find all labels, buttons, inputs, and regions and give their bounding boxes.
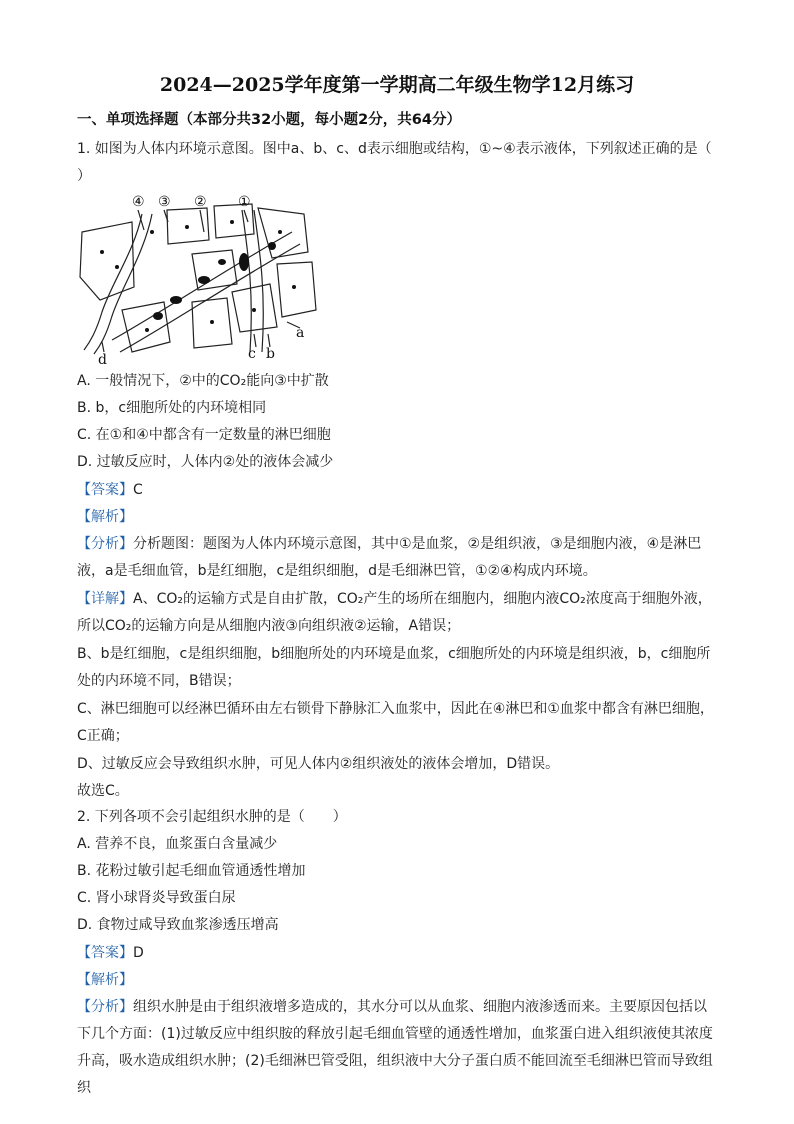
q2-option-d: D. 食物过咸导致血浆渗透压增高	[77, 917, 279, 933]
label-1: ①	[238, 194, 251, 210]
xiangjie-tag: 【详解】	[77, 591, 133, 607]
page-title: 2024—2025学年度第一学期高二年级生物学12月练习	[159, 74, 635, 96]
fenxi-text: 组织水肿是由于组织液增多造成的，其水分可以从血浆、细胞内液渗透而来。主要原因包括以下几个方面：(1)过敏反应中组织胺的释放引起毛细血管壁的通透性增加，血浆蛋白进入组织液使其浓度升高，吸水造成组织水肿；(2)毛细淋巴管受阻，组织液中大分子蛋白质不能回流至毛细淋巴管而导致组织	[77, 999, 713, 1096]
internal-environment-diagram	[72, 192, 322, 370]
q1-xiangjie-d: D、过敏反应会导致组织水肿，可见人体内②组织液处的液体会增加，D错误。	[77, 756, 560, 772]
q1-option-a: A. 一般情况下，②中的CO₂能向③中扩散	[77, 373, 329, 389]
q2-answer	[77, 940, 144, 967]
q2-option-b: B. 花粉过敏引起毛细血管通透性增加	[77, 863, 306, 879]
q2-analysis-tag: 【解析】	[77, 972, 133, 988]
question-2-stem: 2. 下列各项不会引起组织水肿的是（ ）	[77, 809, 347, 825]
fenxi-tag: 【分析】	[77, 999, 133, 1015]
answer-tag: 【答案】	[77, 945, 133, 961]
label-b: b	[266, 346, 275, 362]
q2-fenxi	[77, 994, 717, 1102]
q1-option-d: D. 过敏反应时，人体内②处的液体会减少	[77, 454, 334, 470]
fenxi-tag: 【分析】	[77, 536, 133, 552]
q1-option-b: B. b，c细胞所处的内环境相同	[77, 400, 267, 416]
label-3: ③	[158, 194, 171, 210]
label-4: ④	[132, 194, 145, 210]
answer-value: C	[133, 482, 143, 498]
q1-analysis-tag: 【解析】	[77, 509, 133, 525]
q1-xiangjie-c: C、淋巴细胞可以经淋巴循环由左右锁骨下静脉汇入血浆中，因此在④淋巴和①血浆中都含有淋巴细胞，C正确；	[77, 701, 714, 744]
answer-value: D	[133, 945, 144, 961]
question-1-stem: 1. 如图为人体内环境示意图。图中a、b、c、d表示细胞或结构，①~④表示液体，下列叙述正确的是（ ）	[77, 141, 712, 184]
xiangjie-a-text: A、CO₂的运输方式是自由扩散，CO₂产生的场所在细胞内，细胞内液CO₂浓度高于细胞外液，所以CO₂的运输方向是从细胞内液③向组织液②运输，A错误；	[77, 591, 712, 634]
label-c: c	[248, 346, 256, 362]
q1-option-c: C. 在①和④中都含有一定数量的淋巴细胞	[77, 427, 331, 443]
section-heading: 一、单项选择题（本部分共32小题，每小题2分，共64分）	[77, 112, 461, 128]
label-a: a	[296, 325, 305, 341]
label-2: ②	[194, 194, 207, 210]
fenxi-text: 分析题图：题图为人体内环境示意图，其中①是血浆，②是组织液，③是细胞内液，④是淋巴液，a是毛细血管，b是红细胞，c是组织细胞，d是毛细淋巴管，①②④构成内环境。	[77, 536, 702, 579]
q1-xiangjie-b: B、b是红细胞，c是组织细胞，b细胞所处的内环境是血浆，c细胞所处的内环境是组织液，b，c细胞所处的内环境不同，B错误；	[77, 646, 711, 689]
q2-option-a: A. 营养不良，血浆蛋白含量减少	[77, 836, 278, 852]
answer-tag: 【答案】	[77, 482, 133, 498]
q1-xiangjie-a	[77, 586, 717, 640]
q1-fenxi	[77, 531, 717, 585]
q1-answer	[77, 477, 143, 504]
label-d: d	[98, 352, 107, 368]
q2-option-c: C. 肾小球肾炎导致蛋白尿	[77, 890, 236, 906]
q1-conclusion: 故选C。	[77, 783, 129, 799]
